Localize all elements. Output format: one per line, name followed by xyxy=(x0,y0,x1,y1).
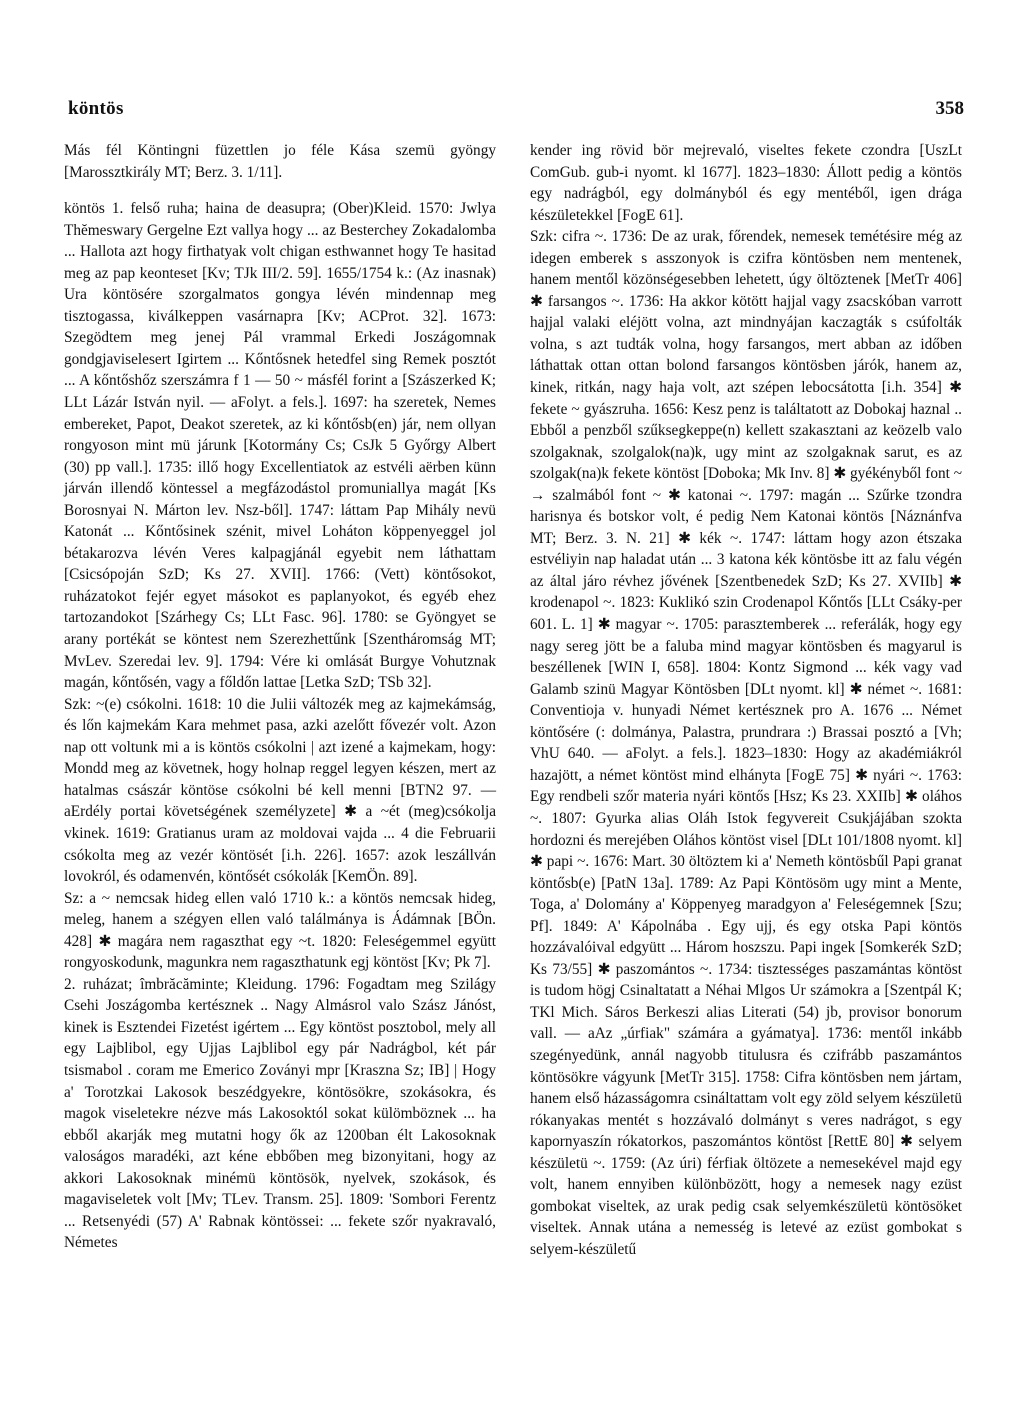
left-column xyxy=(64,140,496,1254)
sense-1-paragraph: köntös 1. felső ruha; haina de deasupra; (Ober)Kleid. 1570: Jwlya Thĕmeswary Gergelne Ezt vallya hogy ... az Besterchey Zokadalomba ... Hallota azt hogy firthatyak volt chigan esthwannet hogy Te hasitad meg az pap keonteset [Kv; TJk III/2. 59]. 1655/1754 k.: (Az inasnak) Ura köntösére szorgalmatos gongya lévén mindennap meg tisztogassa, kiválkeppen vasárnapra [Kv; ACProt. 32]. 1673: Szegödtem meg jenej Pál vrammal Erkedi Joszágomnak gondgjaviselesert Igirtem ... Kőntősnek hetedfel sing Remek posztót ... A kőntőshőz szerszámra f 1 — 50 ~ másfél forint a [Szászerked K; LLt Lázár István nyil. — aFolyt. a fels.]. 1697: ha szeretek, Nemes embereket, Papot, Deakot szeretek, az ki kőntősb(en) jár, nem ollyan rongyoson mint mü járunk [Kotormány Cs; CsJk 5 Győrgy Albert (30) pp vall.]. 1735: illő hogy Excellentiatok az estvéli aërben künn járván illendő köntessel a megfázodástol promuniallya magát [Ks Borosnyai N. Márton lev. Nsz-ből]. 1747: láttam Pap Mihály nevü Katonát ... Kőntősinek szénit, mivel Loháton köppenyeggel jol bétakarozva lévén Veres kalpagjánál egyebit nem láthattam [Csicsópoján SzD; Ks 27. XVII]. 1766: (Vett) köntősokot, ruházatokot fejér egyet másokot es paplanyokot, és egyéb ehez tartozandokot [Szárhegy Cs; LLt Fasc. 96]. 1780: se Gyöngyet se arany portékát se köntest nem Szerezhettűnk [Szentháromság MT; MvLev. Szeredai lev. 9]. 1794: Vére ki omlását Burgye Vohutznak magán, kőntősén, vagy a főldőn lattae [Letka SzD; TSb 32]. xyxy=(64,200,496,692)
sense-2-continuation: kender ing rövid bör mejrevaló, viseltes fekete czondra [UszLt ComGub. gub-i nyomt. kl 1677]. 1823–1830: Állott pedig a köntös egy nadrágból, egy dolmányból és egy mentéből, igen drága készületekkel [FogE 61]. xyxy=(530,142,962,224)
running-head xyxy=(68,98,964,122)
szk-paragraph: Szk: ~(e) csókolni. 1618: 10 die Julii változék meg az kajmekámság, és lőn kajmekám Kara mehmet pasa, azki azelőtt fővezér volt. Azon nap ott voltunk mi a is köntös csókolni | azt izené a kajmekam, hogy: Mondd meg az követnek, hogy holnap reggel legyen készen, mert az hatalmas császár köntöse csókolni bé kell menni [BTN2 97. — aErdély portai követségének személyzete] ✱ a ~ét (meg)csókolja vkinek. 1619: Gratianus uram az moldovai vajda ... 4 die Februarii csókolta meg az vezér köntösét [i.h. 226]. 1657: azok leszállván lovokról, és odamenvén, köntősét csókolák [KemÖn. 89]. xyxy=(64,695,496,886)
sense-2-paragraph: 2. ruházat; îmbrăcăminte; Kleidung. 1796: Fogadtam meg Szilágy Csehi Joszágomba kertésznek .. Nagy Almásrol valo Szász Jánóst, kinek is Esztendei Fizetést igértem ... Egy köntöst posztobol, mely all egy Lajblibol, egy Ujjas Lajblibol egy pár Nadrágbol, két pár tsismabol . coram me Emerico Zoványi mpr [Kraszna Sz; IB] | Hogy a' Torotzkai Lakosok beszédgyekre, köntösökre, szokásokra, és magok viseletekre nézve más Lakosoktól sokat külömböznek ... ha ebből akarják meg mutatni hogy ők az 1200ban élt Lakosoknak valoságos maradéki, azt kéne ebbőben meg bizonyitani, hogy az akkori Lakosoknak minémü köntösök, nyelvek, szokások, és magaviseletek volt [Mv; TLev. Transm. 25]. 1809: 'Sombori Ferentz ... Retsenyédi (57) A' Rabnak köntössei: ... fekete szőr nyakravaló, Németes xyxy=(64,975,496,1252)
sz-paragraph: Sz: a ~ nemcsak hideg ellen való 1710 k.: a köntös nemcsak hideg, meleg, hanem a szégyen ellen való találmánya is Ádámnak [BÖn. 428] ✱ magára nem ragaszthat egy ~t. 1820: Feleségemmel együtt rongyoskodunk, magunkra nem ragaszthatunk egj köntöst [Kv; Pk 7]. xyxy=(64,889,496,972)
szk-collocations-paragraph: Szk: cifra ~. 1736: De az urak, főrendek, nemesek temétésire még az idegen emberek s asszonyok is czifra köntösben nem mentenek, hanem mentől közönségesebben lehetett, úgy öltöztenek [MetTr 406] ✱ farsangos ~. 1736: Ha akkor kötött hajjal vagy zsacskóban varrott hajjal valaki eléjött volna, azt mindnyájan kaczagták s csúfolták volna, s azt tudták volna, hogy farsangos, mert abban az időben láthattak ottan ottan bolond farsangos köntösben járók, hanem az, kinek, ritkán, nagy haja volt, azt szépen lebocsátotta [i.h. 354] ✱ fekete ~ gyászruha. 1656: Kesz penz is találtatott az Dobokaj haznal .. Ebből a penzből szűksegkeppe(n) kellett szakasztani az keözelb valo szolgaknak, szolgalok(na)k, ugy mint az szolgaknak sarut, es az szolgak(na)k fekete köntöst [Doboka; Mk Inv. 8] ✱ gyékényből font ~ → szalmából font ~ ✱ katonai ~. 1797: magán ... Szűrke tzondra harisnya és botskor volt, é pedig Nem Katonai köntös [Náznánfva MT; Berz. 3. N. 21] ✱ kék ~. 1747: láttam hogy azon étszaka estvéliyin nap haladat után ... 3 katona kék köntösbe itt az falu végén az által járo révhez jővének [Szentbenedek SzD; Ks 27. XVIIb] ✱ krodenapol ~. 1823: Kuklikó szin Crodenapol Kőntős [LLt Csáky-per 601. L. 1] ✱ magyar ~. 1705: parasztemberek ... referálák, hogy egy nagy sereg jött be a faluba mind magyar köntösben és magyarul is beszéllenek [WIN I, 658]. 1804: Kontz Sigmond ... kék vagy vad Galamb szinü Magyar Köntösben [DLt nyomt. kl] ✱ német ~. 1681: Conventioja v. hunyadi Német kertésznek pro A. 1676 ... Német köntősére (: dolmánya, Palastra, prundrara :) Brassai posztó a [Vh; VhU 640. — aFolyt. a fels.]. 1823–1830: Hogy az akadémiákról hazajött, a német köntöst mind elhányta [FogE 75] ✱ nyári ~. 1763: Egy rendbeli szőr materia nyári köntős [Hsz; Ks 23. XXIIb] ✱ oláhos ~. 1807: Gyurka alias Oláh Istok fegyvereit Csukjájában szokta hordozni és merejében Oláhos köntöst visel [DLt 101/1808 nyomt. kl] ✱ papi ~. 1676: Mart. 30 öltöztem ki a' Nemeth köntösbűl Papi granat köntősb(e) [PatN 13a]. 1789: Az Papi Köntösöm ugy mint a Mente, Toga, a' Dolomány a' Köppenyeg maradgyon a' Feleségemnek [Szu; Pf]. 1849: A' Kápolnába . Egy ujj, és egy otska Papi köntös hozzávalóival edgyütt ... Három hoszszu. Papi ingek [Somkerék SzD; Ks 73/55] ✱ paszomántos ~. 1734: tisztességes paszamántas köntöst is tudom högj Csinaltatatt a Néhai Mlgos Ur számokra a [Szentpál K; TKl Mich. Sáros Berkeszi alias Literati (54) jb, provisor bonorum vall. — aAz „úrfiak" számára a gyámatya]. 1736: mentől inkább szegényedünk, annál nagyobb titulusra és czifrább paszamántos köntösökre vágyunk [MetTr 315]. 1758: Cifra köntösben nem jártam, hanem első házasságomra csináltattam volt egy zöld selyem készületü rókanyakas mentét s hozzávaló dolmányt s veres nadrágot, s egy kapornyaszín rókatorkos, paszomántos köntöst [RettE 80] ✱ selyem készületü ~. 1759: (Az úri) férfiak öltözete a nemesekével majd egy volt, hanem ennyiben különbözött, hogy a nemesek nagy ezüst gombokat viseltek, az urak pedig csak selyemkészületü köntösöket viseltek. Annak utána a nemesség is letevé az ezüst gombokat s selyem-készületű xyxy=(530,228,962,1258)
entry-continuation: Más fél Köntingni füzettlen jo féle Kása szemü gyöngy [Marossztkirály MT; Berz. 3. 1/11]. xyxy=(64,142,496,181)
running-headword: köntös xyxy=(68,98,124,119)
paragraph-gap xyxy=(64,183,496,198)
page-number: 358 xyxy=(935,98,964,119)
right-column xyxy=(530,140,962,1260)
